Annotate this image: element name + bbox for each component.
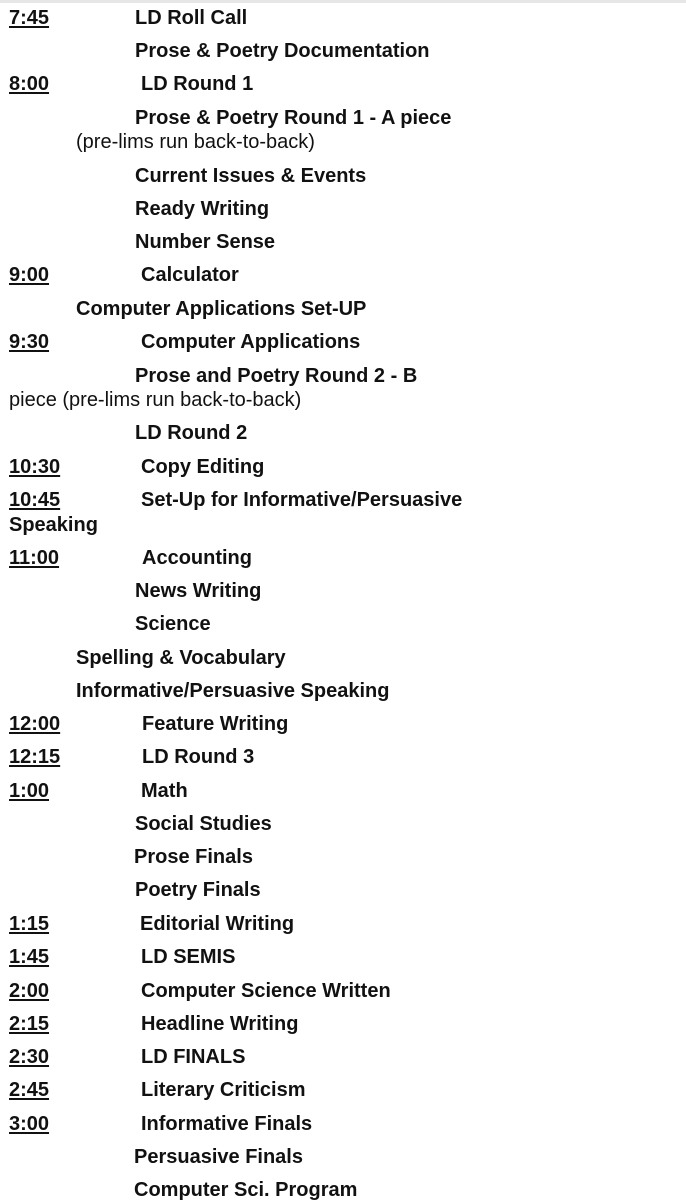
event-ld-round-3: LD Round 3 <box>142 746 255 768</box>
event-prose-finals: Prose Finals <box>134 846 253 868</box>
event-ld-round-2: LD Round 2 <box>135 422 248 444</box>
event-calculator: Calculator <box>141 264 239 286</box>
event-prose-poetry-round-1-note: (pre-lims run back-to-back) <box>76 131 315 153</box>
event-current-issues-events: Current Issues & Events <box>135 165 367 187</box>
event-setup-informative-persuasive-cont: Speaking <box>9 514 98 536</box>
event-number-sense: Number Sense <box>135 231 276 253</box>
event-accounting: Accounting <box>142 547 252 569</box>
time-1-00: 1:00 <box>9 780 50 802</box>
time-8-00: 8:00 <box>9 73 50 95</box>
event-informative-finals: Informative Finals <box>141 1113 313 1135</box>
event-news-writing: News Writing <box>135 580 262 602</box>
time-10-45: 10:45 <box>9 489 61 511</box>
event-editorial-writing: Editorial Writing <box>140 913 295 935</box>
time-3-00: 3:00 <box>9 1113 50 1135</box>
time-11-00: 11:00 <box>9 547 60 569</box>
time-12-00: 12:00 <box>9 713 61 735</box>
event-ld-semis: LD SEMIS <box>141 946 236 968</box>
time-2-30: 2:30 <box>9 1046 50 1068</box>
time-7-45: 7:45 <box>9 7 50 29</box>
event-math: Math <box>141 780 188 802</box>
event-ld-round-1: LD Round 1 <box>141 73 254 95</box>
event-social-studies: Social Studies <box>135 813 272 835</box>
event-science: Science <box>135 613 211 635</box>
time-1-15: 1:15 <box>9 913 50 935</box>
event-prose-poetry-round-1: Prose & Poetry Round 1 - A piece <box>135 107 452 129</box>
event-computer-science-written: Computer Science Written <box>141 980 391 1002</box>
time-9-00: 9:00 <box>9 264 50 286</box>
time-2-15: 2:15 <box>9 1013 50 1035</box>
event-setup-informative-persuasive: Set-Up for Informative/Persuasive <box>141 489 463 511</box>
event-computer-sci-program: Computer Sci. Program <box>134 1179 358 1201</box>
event-ld-finals: LD FINALS <box>141 1046 246 1068</box>
event-ld-roll-call: LD Roll Call <box>135 7 248 29</box>
event-prose-poetry-documentation: Prose & Poetry Documentation <box>135 40 430 62</box>
time-1-45: 1:45 <box>9 946 50 968</box>
event-poetry-finals: Poetry Finals <box>135 879 261 901</box>
event-computer-applications: Computer Applications <box>141 331 361 353</box>
event-spelling-vocabulary: Spelling & Vocabulary <box>76 647 286 669</box>
event-feature-writing: Feature Writing <box>142 713 289 735</box>
event-informative-persuasive-speaking: Informative/Persuasive Speaking <box>76 680 390 702</box>
time-2-45: 2:45 <box>9 1079 50 1101</box>
event-copy-editing: Copy Editing <box>141 456 265 478</box>
time-2-00: 2:00 <box>9 980 50 1002</box>
event-ready-writing: Ready Writing <box>135 198 270 220</box>
event-literary-criticism: Literary Criticism <box>141 1079 306 1101</box>
event-prose-poetry-round-2-note: piece (pre-lims run back-to-back) <box>9 389 302 411</box>
time-9-30: 9:30 <box>9 331 50 353</box>
event-persuasive-finals: Persuasive Finals <box>134 1146 303 1168</box>
time-10-30: 10:30 <box>9 456 61 478</box>
event-headline-writing: Headline Writing <box>141 1013 299 1035</box>
event-prose-poetry-round-2: Prose and Poetry Round 2 - B <box>135 365 418 387</box>
event-computer-applications-setup: Computer Applications Set-UP <box>76 298 367 320</box>
time-12-15: 12:15 <box>9 746 61 768</box>
